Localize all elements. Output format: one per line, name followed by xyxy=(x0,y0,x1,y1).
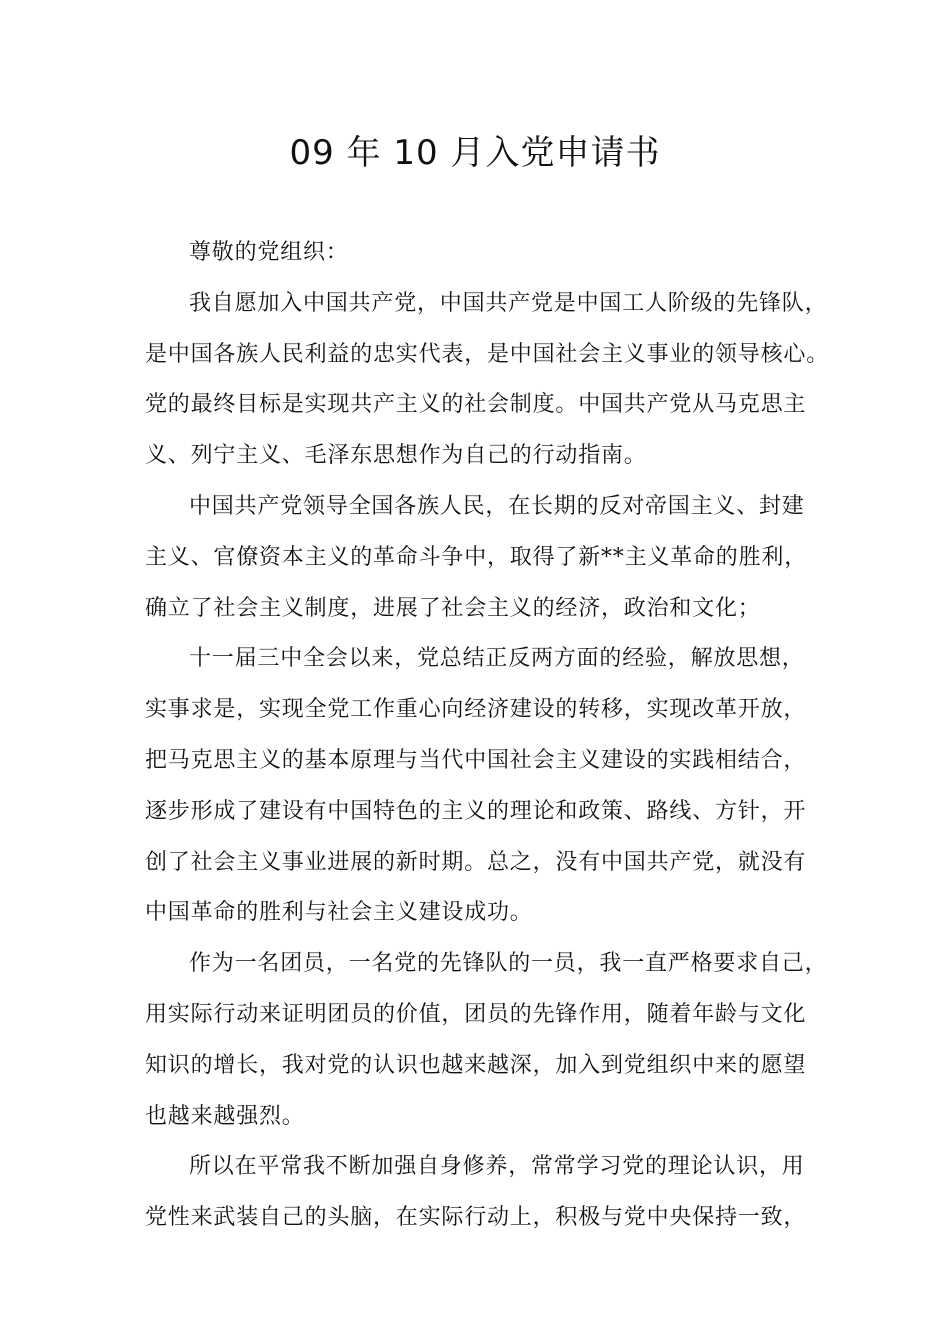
paragraph-5 xyxy=(145,1142,810,1244)
paragraph-line: 也越来越强烈。 xyxy=(145,1103,305,1129)
paragraph-line: 十一届三中全会以来，党总结正反两方面的经验，解放思想， xyxy=(189,646,805,672)
paragraph-line: 确立了社会主义制度，进展了社会主义的经济，政治和文化； xyxy=(145,595,761,621)
paragraph-line: 用实际行动来证明团员的价值，团员的先锋作用，随着年龄与文化 xyxy=(145,1001,807,1027)
paragraph-2 xyxy=(145,482,810,634)
paragraph-4 xyxy=(145,939,828,1142)
paragraph-1 xyxy=(145,279,830,482)
paragraph-line: 党性来武装自己的头脑，在实际行动上，积极与党中央保持一致， xyxy=(145,1205,807,1231)
paragraph-line: 党的最终目标是实现共产主义的社会制度。中国共产党从马克思主 xyxy=(145,392,807,418)
paragraph-3 xyxy=(145,634,810,939)
paragraph-line: 把马克思主义的基本原理与当代中国社会主义建设的实践相结合， xyxy=(145,747,807,773)
paragraph-line: 作为一名团员，一名党的先锋队的一员，我一直严格要求自己， xyxy=(189,951,828,977)
salutation: 尊敬的党组织： xyxy=(189,240,349,265)
document-body xyxy=(145,228,830,1244)
paragraph-line: 义、列宁主义、毛泽东思想作为自己的行动指南。 xyxy=(145,443,647,469)
paragraph-line: 我自愿加入中国共产党，中国共产党是中国工人阶级的先锋队， xyxy=(189,290,828,316)
paragraph-line: 中国革命的胜利与社会主义建设成功。 xyxy=(145,900,533,926)
paragraph-line: 主义、官僚资本主义的革命斗争中，取得了新**主义革命的胜利， xyxy=(145,544,808,570)
paragraph-line: 是中国各族人民利益的忠实代表，是中国社会主义事业的领导核心。 xyxy=(145,341,830,367)
paragraph-line: 创了社会主义事业进展的新时期。总之，没有中国共产党，就没有 xyxy=(145,849,807,875)
paragraph-line: 中国共产党领导全国各族人民，在长期的反对帝国主义、封建 xyxy=(189,493,805,519)
paragraph-line: 知识的增长，我对党的认识也越来越深，加入到党组织中来的愿望 xyxy=(145,1052,807,1078)
paragraph-line: 逐步形成了建设有中国特色的主义的理论和政策、路线、方针，开 xyxy=(145,798,807,824)
paragraph-line: 所以在平常我不断加强自身修养，常常学习党的理论认识，用 xyxy=(189,1154,805,1180)
document-title: 09 年 10 月入党申请书 xyxy=(289,133,661,173)
paragraph-line: 实事求是，实现全党工作重心向经济建设的转移，实现改革开放， xyxy=(145,697,807,723)
